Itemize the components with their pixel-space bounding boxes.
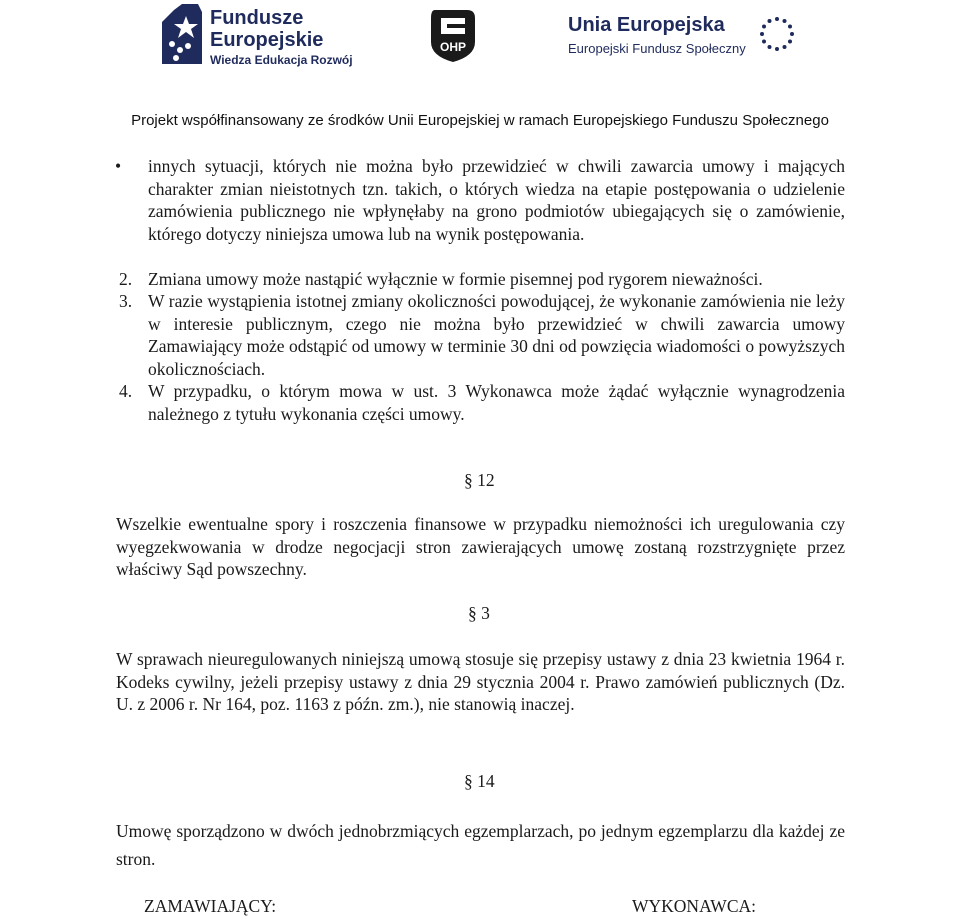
list-item-text: W przypadku, o którym mowa w ust. 3 Wykonawca może żądać wyłącznie wynagrodzenia należnego z tytułu wykonania części umowy. xyxy=(148,381,845,424)
fe-logo-line3: Wiedza Edukacja Rozwój xyxy=(210,53,353,67)
signature-wykonawca: WYKONAWCA: xyxy=(632,896,756,916)
ohp-logo xyxy=(427,6,479,64)
list-item-number: 2. xyxy=(119,269,133,289)
ohp-logo-label: OHP xyxy=(439,40,467,54)
bullet-paragraph xyxy=(115,155,845,245)
list-item-4 xyxy=(119,380,845,425)
list-item-3 xyxy=(119,290,845,380)
section-paragraph-14: Umowę sporządzono w dwóch jednobrzmiących egzemplarzach, po jednym egzemplarzu dla każdej ze stron. xyxy=(116,821,845,869)
ue-logo-line2: Europejski Fundusz Społeczny xyxy=(568,41,746,56)
project-funding-line: Projekt współfinansowany ze środków Unii Europejskiej w ramach Europejskiego Funduszu Społecznego xyxy=(131,112,829,129)
ohp-emblem-icon xyxy=(427,6,479,64)
section-paragraph-12: Wszelkie ewentualne spory i roszczenia finansowe w przypadku niemożności ich uregulowania czy wyegzekwowania w drodze negocjacji stron zawierających umowę zostaną rozstrzygnięte przez właściwy Sąd powszechny. xyxy=(116,514,845,579)
fe-logo-line1: Fundusze xyxy=(210,7,304,29)
signature-zamawiajacy: ZAMAWIAJĄCY: xyxy=(144,896,277,916)
eu-stars-icon xyxy=(754,14,800,54)
section-heading-14: § 14 xyxy=(464,771,495,791)
bullet-mark: • xyxy=(115,156,122,176)
list-item-number: 3. xyxy=(119,291,133,311)
list-item-number: 4. xyxy=(119,381,133,401)
fe-star-icon xyxy=(158,2,204,68)
section-heading-3: § 3 xyxy=(468,603,490,623)
unia-europejska-logo xyxy=(568,14,828,74)
ue-logo-line1: Unia Europejska xyxy=(568,14,725,36)
fe-logo-line2: Europejskie xyxy=(210,29,324,51)
bullet-text: innych sytuacji, których nie można było przewidzieć w chwili zawarcia umowy i mających charakter zmian nieistotnych tzn. takich, o których wiedza na etapie postępowania o udzielenie zamówienia publicznego nie wpłynęłaby na grono podmiotów ubiegających się o zamówienie, którego dotyczy niniejsza umowa lub na wynik postępowania. xyxy=(148,156,845,244)
list-item-text: W razie wystąpienia istotnej zmiany okoliczności powodującej, że wykonanie zamówienia nie leży w interesie publicznym, czego nie można było przewidzieć w chwili zawarcia umowy Zamawiający może odstąpić od umowy w terminie 30 dni od powzięcia wiadomości o powyższych okolicznościach. xyxy=(148,291,845,379)
fundusze-europejskie-logo xyxy=(158,2,358,70)
section-paragraph-3: W sprawach nieuregulowanych niniejszą umową stosuje się przepisy ustawy z dnia 23 kwietnia 1964 r. Kodeks cywilny, jeżeli przepisy ustawy z dnia 29 stycznia 2004 r. Prawo zamówień publicznych (Dz. U. z 2006 r. Nr 164, poz. 1163 z późn. zm.), nie stanowią inaczej. xyxy=(116,649,845,714)
list-item-text: Zmiana umowy może nastąpić wyłącznie w formie pisemnej pod rygorem nieważności. xyxy=(148,269,763,289)
list-item-2 xyxy=(119,268,845,291)
section-heading-12: § 12 xyxy=(464,470,495,490)
